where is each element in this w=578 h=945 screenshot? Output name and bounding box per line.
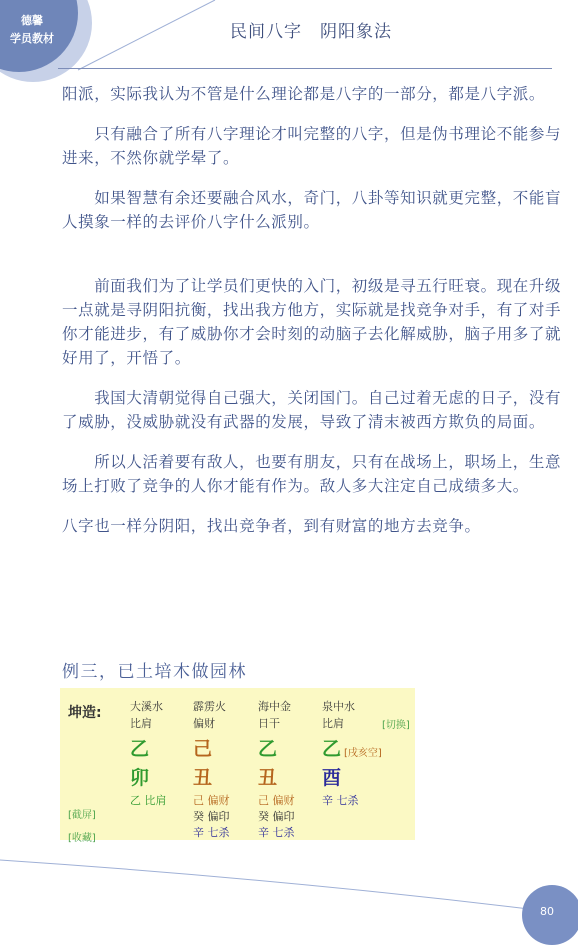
chart-label: 坤造: [68, 705, 102, 721]
screenshot-button[interactable]: [截屏] [68, 810, 96, 821]
paragraph-3: 如果智慧有余还要融合风水，奇门，八卦等知识就更完整，不能盲人摸象一样的去评价八字什么派别。 [62, 189, 562, 231]
hidden-year-1: 乙 比肩 [130, 794, 167, 807]
collect-button[interactable]: [收藏] [68, 833, 96, 844]
hidden-month-1: 己 偏财 [193, 794, 230, 807]
paragraph-4: 前面我们为了让学员们更快的入门，初级是寻五行旺衰。现在升级一点就是寻阴阳抗衡，找出我方他方，实际就是找竞争对手，有了对手你才能进步，有了威胁你才会时刻的动脑子去化解威胁，脑子用多了就好用了，开悟了。 [62, 277, 562, 367]
hidden-month-2: 癸 偏印 [193, 810, 230, 823]
nayin-hour: 泉中水 [322, 700, 355, 713]
stem-month: 己 [193, 738, 213, 760]
empty-branches-label: [戌亥空] [344, 748, 382, 759]
page-header-title: 民间八字 阴阳象法 [230, 22, 392, 42]
shishen-hour: 比肩 [322, 717, 344, 730]
hidden-day-1: 己 偏财 [258, 794, 295, 807]
branch-month: 丑 [193, 767, 213, 789]
stem-year: 乙 [130, 738, 150, 760]
switch-button[interactable]: [切换] [382, 720, 410, 731]
shishen-month: 偏财 [193, 717, 215, 730]
badge-line-2: 学员教材 [10, 32, 54, 45]
stem-day: 乙 [258, 738, 278, 760]
stem-hour: 乙 [322, 738, 342, 760]
nayin-day: 海中金 [258, 700, 291, 713]
paragraph-5: 我国大清朝觉得自己强大，关闭国门。自己过着无虑的日子，没有了威胁，没威胁就没有武器的发展，导致了清末被西方欺负的局面。 [62, 389, 562, 431]
page-number: 80 [540, 905, 554, 918]
shishen-year: 比肩 [130, 717, 152, 730]
paragraph-7: 八字也一样分阴阳，找出竞争者，到有财富的地方去竞争。 [62, 517, 481, 535]
branch-day: 丑 [258, 767, 278, 789]
nayin-year: 大溪水 [130, 700, 163, 713]
hidden-hour-1: 辛 七杀 [322, 794, 359, 807]
hidden-day-3: 辛 七杀 [258, 826, 295, 839]
branch-year: 卯 [130, 767, 150, 789]
shishen-day: 日干 [258, 717, 280, 730]
nayin-month: 霹雳火 [193, 700, 226, 713]
hidden-day-2: 癸 偏印 [258, 810, 295, 823]
branch-hour: 酉 [322, 767, 342, 789]
paragraph-1: 阳派，实际我认为不管是什么理论都是八字的一部分，都是八字派。 [62, 85, 546, 103]
badge-line-1: 德馨 [21, 14, 43, 27]
paragraph-2: 只有融合了所有八字理论才叫完整的八字，但是伪书理论不能参与进来，不然你就学晕了。 [62, 125, 562, 167]
paragraph-6: 所以人活着要有敌人，也要有朋友，只有在战场上，职场上，生意场上打败了竞争的人你才能有作为。敌人多大注定自己成绩多大。 [62, 453, 562, 495]
hidden-month-3: 辛 七杀 [193, 826, 230, 839]
section-title: 例三，已土培木做园林 [62, 662, 247, 682]
